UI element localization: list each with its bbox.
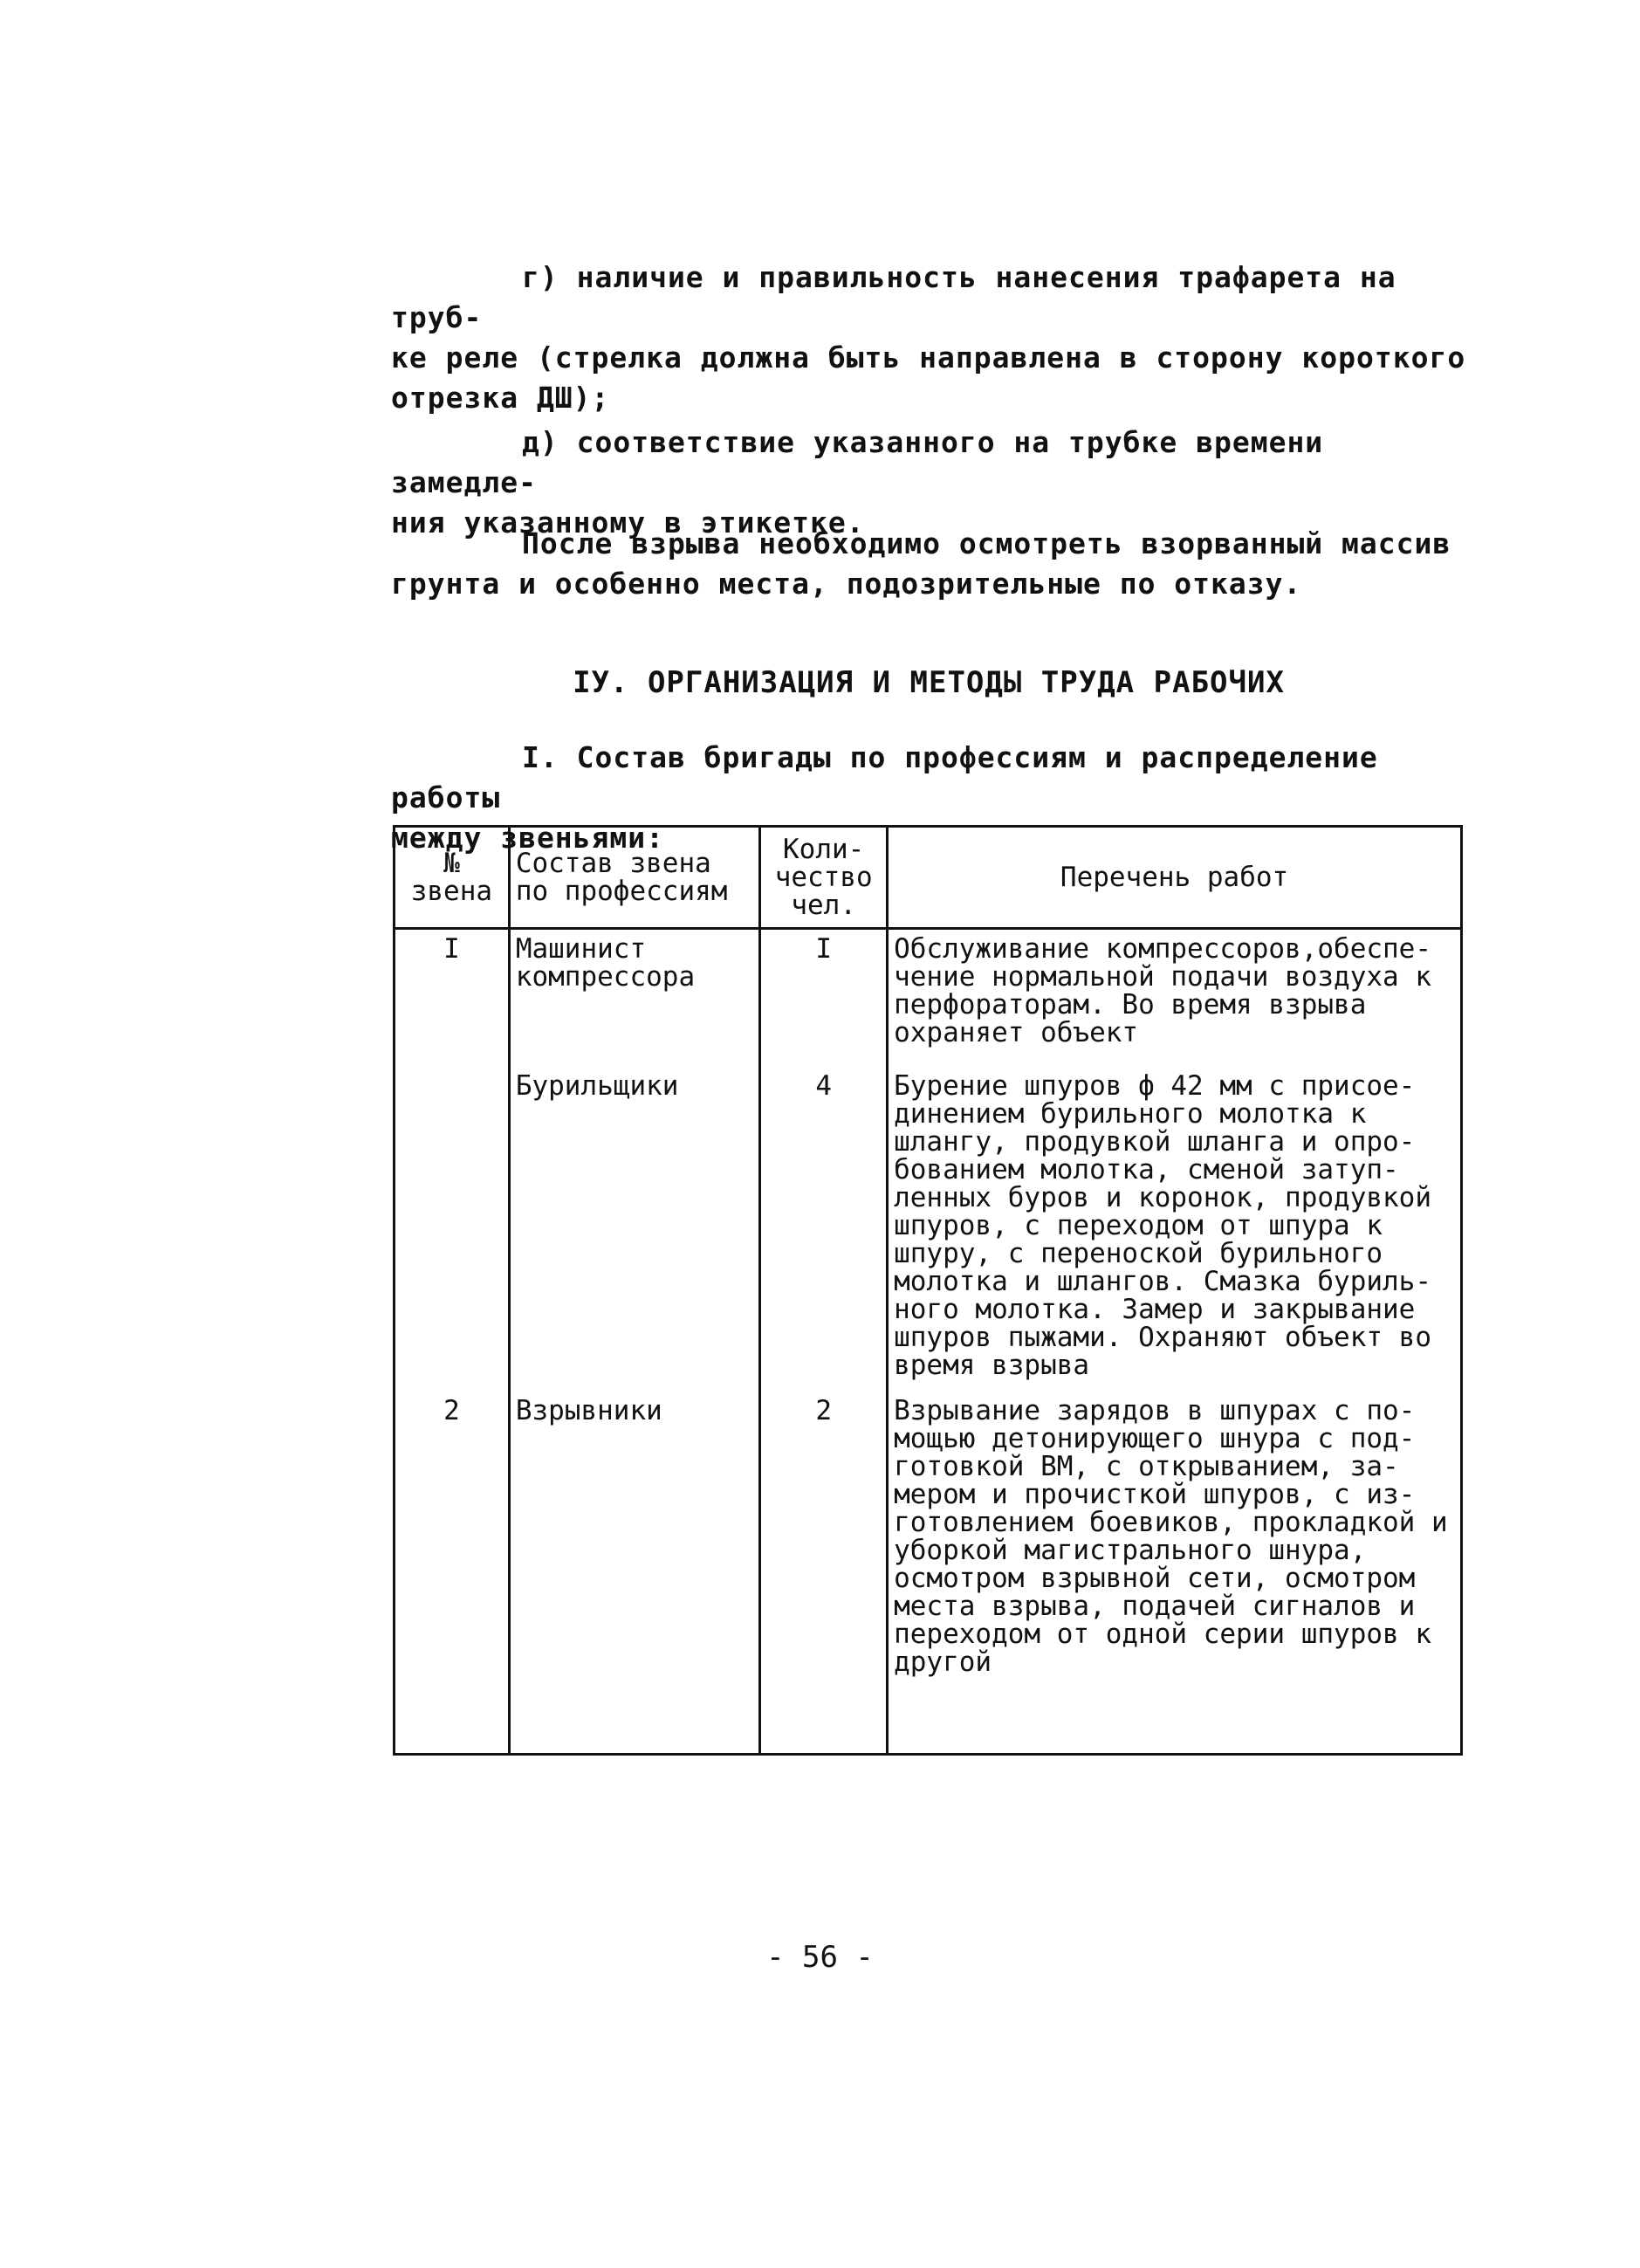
header-num: № звена bbox=[395, 827, 510, 929]
paragraph-g bbox=[391, 258, 1466, 418]
page-number: - 56 - bbox=[766, 1940, 874, 1975]
section-heading: IУ. ОРГАНИЗАЦИЯ И МЕТОДЫ ТРУДА РАБОЧИХ bbox=[573, 665, 1285, 700]
cell-count: 2 bbox=[760, 1392, 888, 1742]
table-row bbox=[395, 1392, 1462, 1742]
cell-works: Бурение шпуров ф 42 мм с присое- динением бурильного молотка к шлангу, продувкой шланга и опро- бованием молотка, сменой затуп- ленных буров и коронок, продувкой шпуров, с переходом от шпура к шпуру, с переноской бурильного молотка и шлангов. Смазка буриль- ного молотка. Замер и закрывание шпуров пыжами. Охраняют объект во время взрыва bbox=[888, 1067, 1462, 1392]
cell-profession: Взрывники bbox=[509, 1392, 759, 1742]
paragraph-line: г) наличие и правильность нанесения трафарета на труб- bbox=[391, 260, 1396, 334]
table-row bbox=[395, 929, 1462, 1067]
paragraph-line: грунта и особенно места, подозрительные по отказу. bbox=[391, 567, 1302, 601]
paragraph-line: между звеньями: bbox=[391, 821, 665, 855]
table-bottom-border bbox=[395, 1742, 1462, 1755]
cell-num: I bbox=[395, 929, 510, 1067]
paragraph-line: отрезка ДШ); bbox=[391, 381, 610, 415]
paragraph-line: д) соответствие указанного на трубке времени замедле- bbox=[391, 425, 1324, 499]
paragraph-line: ке реле (стрелка должна быть направлена в сторону короткого bbox=[391, 340, 1466, 375]
paragraph-after-blast bbox=[391, 524, 1466, 604]
cell-count: 4 bbox=[760, 1067, 888, 1392]
cell-works: Взрывание зарядов в шпурах с по- мощью детонирующего шнура с под- готовкой ВМ, с открыванием, за- мером и прочисткой шпуров, с из- готовлением боевиков, прокладкой и уборкой магистрального шнура, осмотром взрывной сети, осмотром места взрыва, подачей сигналов и переходом от одной серии шпуров к другой bbox=[888, 1392, 1462, 1742]
cell-profession: Бурильщики bbox=[509, 1067, 759, 1392]
cell-count: I bbox=[760, 929, 888, 1067]
paragraph-line: I. Состав бригады по профессиям и распределение работы bbox=[391, 740, 1378, 814]
brigade-table bbox=[393, 825, 1463, 1756]
table-row bbox=[395, 1067, 1462, 1392]
header-composition: Состав звена по профессиям bbox=[509, 827, 759, 929]
cell-num: 2 bbox=[395, 1392, 510, 1742]
paragraph-line: ния указанному в этикетке. bbox=[391, 505, 865, 540]
cell-works: Обслуживание компрессоров,обеспе- чение нормальной подачи воздуха к перфораторам. Во время взрыва охраняет объект bbox=[888, 929, 1462, 1067]
paragraph-line: После взрыва необходимо осмотреть взорванный массив bbox=[522, 526, 1451, 560]
header-count: Коли- чество чел. bbox=[760, 827, 888, 929]
cell-num bbox=[395, 1067, 510, 1392]
table-header-row bbox=[395, 827, 1462, 929]
header-works: Перечень работ bbox=[888, 827, 1462, 929]
cell-profession: Машинист компрессора bbox=[509, 929, 759, 1067]
